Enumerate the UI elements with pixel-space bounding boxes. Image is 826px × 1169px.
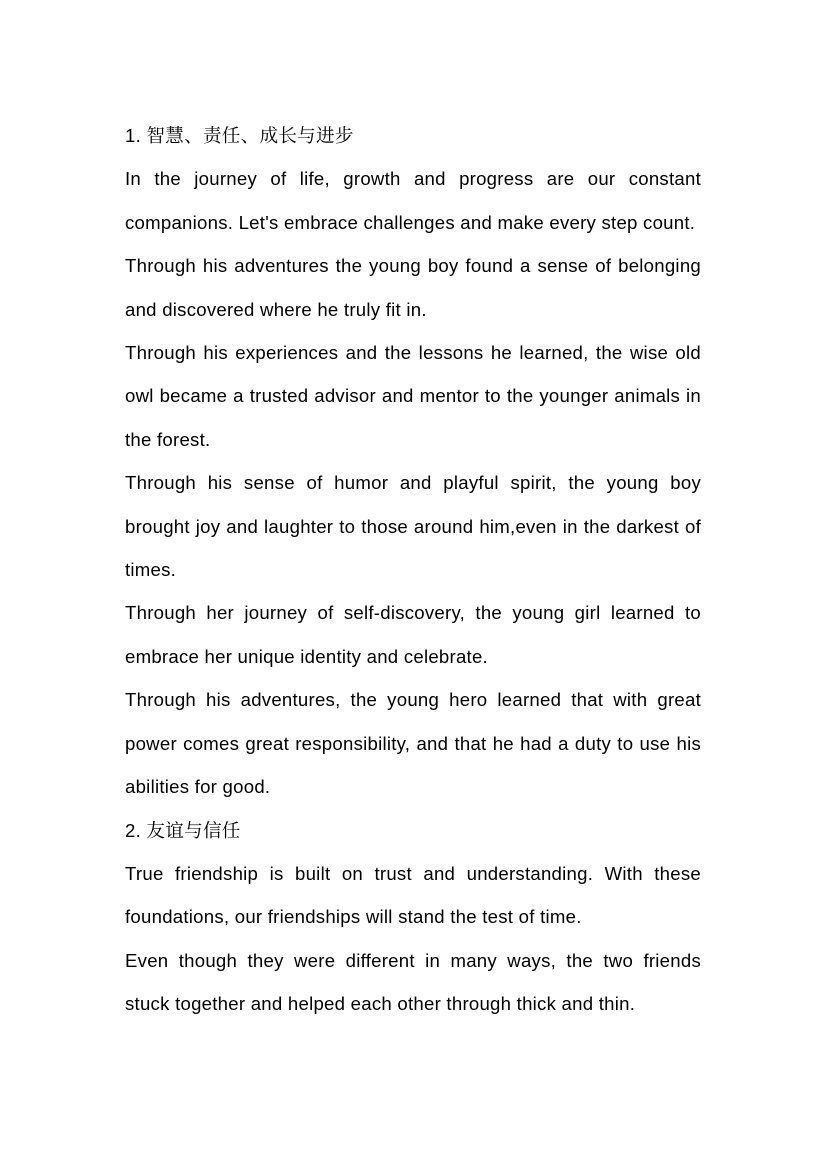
paragraph: True friendship is built on trust and understanding. With these foundations, our friendships will stand the test of time.	[125, 862, 701, 928]
paragraph: Through his experiences and the lessons he learned, the wise old owl became a trusted advisor and mentor to the younger animals in the forest.	[125, 342, 701, 450]
paragraph: Through his adventures the young boy found a sense of belonging and discovered where he truly fit in.	[125, 255, 701, 320]
section-wisdom-growth	[125, 114, 701, 809]
paragraph: In the journey of life, growth and progress are our constant companions. Let's embrace challenges and make every step count.	[125, 168, 701, 233]
section-heading: 2. 友谊与信任	[125, 819, 241, 841]
paragraph: Even though they were different in many ways, the two friends stuck together and helped each other through thick and thin.	[125, 949, 701, 1015]
paragraph: Through his sense of humor and playful spirit, the young boy brought joy and laughter to those around him,even in the darkest of times.	[125, 472, 701, 581]
section-friendship-trust	[125, 809, 701, 1026]
section-heading: 1. 智慧、责任、成长与进步	[125, 125, 354, 146]
document-page	[125, 114, 701, 1026]
paragraph: Through his adventures, the young hero learned that with great power comes great responsibility, and that he had a duty to use his abilities for good.	[125, 689, 701, 798]
paragraph: Through her journey of self-discovery, the young girl learned to embrace her unique identity and celebrate.	[125, 602, 701, 667]
